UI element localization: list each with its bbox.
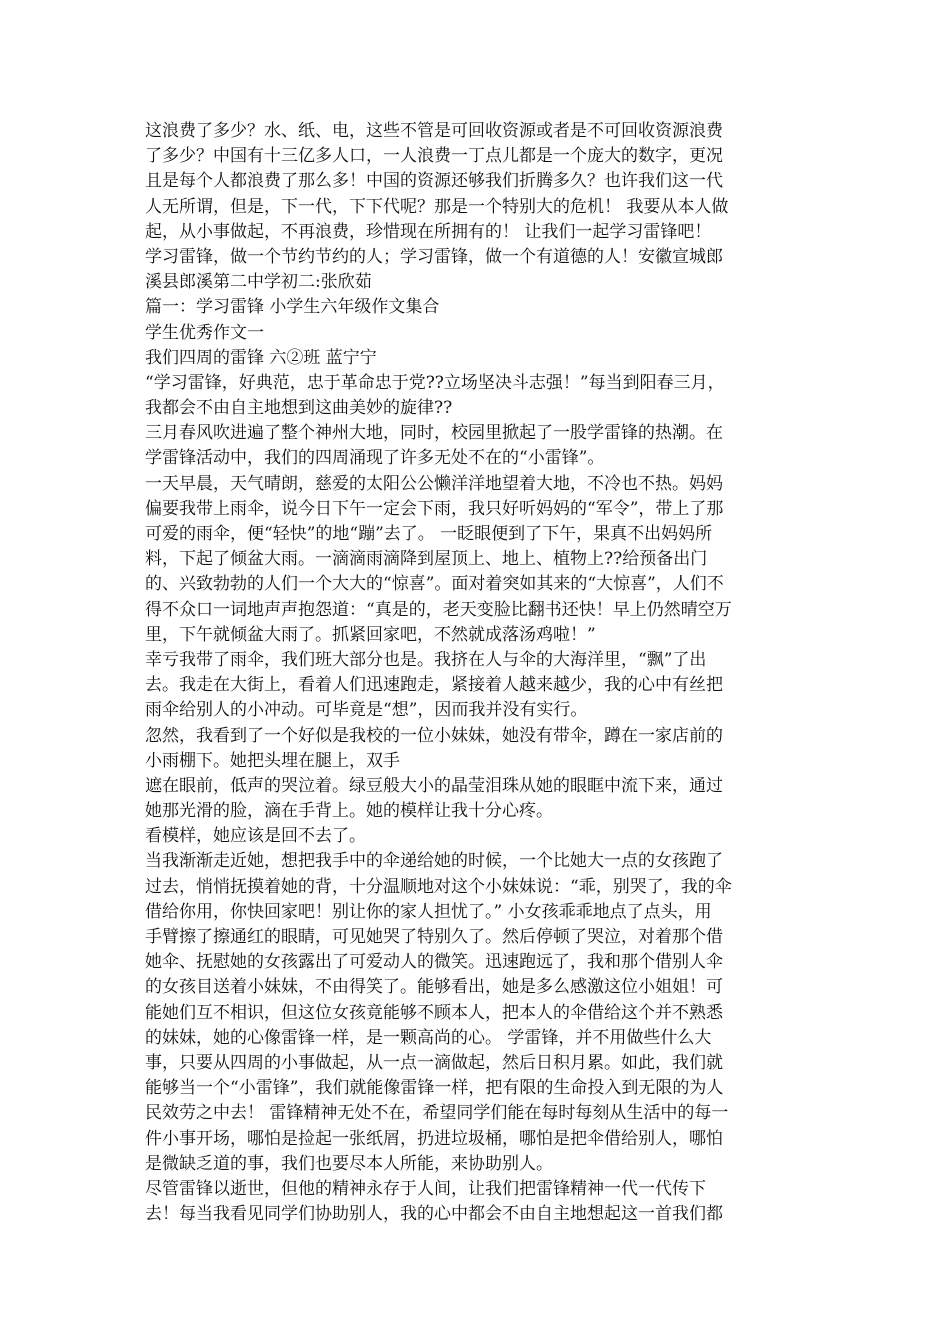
text-line: 一天早晨，天气晴朗，慈爱的太阳公公懒洋洋地望着大地，不冷也不热。妈妈 xyxy=(145,473,723,494)
text-line: 的妹妹，她的心像雷锋一样，是一颗高尚的心。 学雷锋，并不用做些什么大 xyxy=(145,1027,712,1048)
text-line: 雨伞给别人的小冲动。可毕竟是“想”，因而我并没有实行。 xyxy=(145,700,588,721)
text-line: 学雷锋活动中，我们的四周涌现了许多无处不在的“小雷锋”。 xyxy=(145,448,605,469)
text-line: 去。我走在大街上，看着人们迅速跑走，紧接着人越来越少，我的心中有丝把 xyxy=(145,675,723,696)
section-heading: 学生优秀作文一 xyxy=(145,322,264,343)
text-line: 去！每当我看见同学们协助别人，我的心中都会不由自主地想起这一首我们都 xyxy=(145,1204,723,1225)
text-line: 这浪费了多少？水、纸、电，这些不管是可回收资源或者是不可回收资源浪费 xyxy=(145,121,723,141)
text-line: 里，下午就倾盆大雨了。抓紧回家吧，不然就成落汤鸡啦！” xyxy=(145,624,596,645)
text-line: 人无所谓，但是，下一代，下下代呢？那是一个特别大的危机！ 我要从本人做 xyxy=(145,196,729,217)
text-line: 三月春风吹进遍了整个神州大地，同时，校园里掀起了一股学雷锋的热潮。在 xyxy=(145,423,723,444)
text-line: 尽管雷锋以逝世，但他的精神永存于人间，让我们把雷锋精神一代一代传下 xyxy=(145,1178,706,1199)
text-line: 的女孩目送着小妹妹，不由得笑了。能够看出，她是多么感激这位小姐姐！可 xyxy=(145,977,723,998)
text-line: 她那光滑的脸，滴在手背上。她的模样让我十分心疼。 xyxy=(145,801,553,822)
text-line: 能她们互不相识，但这位女孩竟能够不顾本人，把本人的伞借给这个并不熟悉 xyxy=(145,1002,723,1023)
text-line: 当我渐渐走近她，想把我手中的伞递给她的时候，一个比她大一点的女孩跑了 xyxy=(145,851,723,872)
text-line: 事，只要从四周的小事做起，从一点一滴做起，然后日积月累。如此，我们就 xyxy=(145,1052,723,1073)
text-line: 遮在眼前，低声的哭泣着。绿豆般大小的晶莹泪珠从她的眼眶中流下来，通过 xyxy=(145,775,723,796)
text-line: 料，下起了倾盆大雨。一滴滴雨滴降到屋顶上、地上、植物上??给预备出门 xyxy=(145,549,708,570)
text-line: 溪县郎溪第二中学初二:张欣茹 xyxy=(145,272,372,293)
text-line: 起，从小事做起，不再浪费，珍惜现在所拥有的！ 让我们一起学习雷锋吧！ xyxy=(145,221,712,242)
text-line: “学习雷锋，好典范，忠于革命忠于党??立场坚决斗志强！”每当到阳春三月， xyxy=(145,372,725,393)
text-line: 幸亏我带了雨伞，我们班大部分也是。我挤在人与伞的大海洋里，“飘”了出 xyxy=(145,649,707,670)
text-line: 学习雷锋，做一个节约节约的人；学习雷锋，做一个有道德的人！安徽宣城郎 xyxy=(145,246,723,267)
text-line: 手臂擦了擦通红的眼睛，可见她哭了特别久了。然后停顿了哭泣，对着那个借 xyxy=(145,927,723,947)
text-line: 小雨棚下。她把头埋在腿上，双手 xyxy=(145,750,400,771)
text-line: 是微缺乏道的事，我们也要尽本人所能，来协助别人。 xyxy=(145,1153,553,1174)
text-line: 件小事开场，哪怕是捡起一张纸屑，扔进垃圾桶，哪怕是把伞借给别人，哪怕 xyxy=(145,1128,723,1149)
text-line: 能够当一个“小雷锋”，我们就能像雷锋一样，把有限的生命投入到无限的为人 xyxy=(145,1078,724,1099)
text-line: 民效劳之中去！ 雷锋精神无处不在，希望同学们能在每时每刻从生活中的每一 xyxy=(145,1103,729,1124)
document-body xyxy=(145,119,805,1227)
text-line: 过去，悄悄抚摸着她的背，十分温顺地对这个小妹妹说：“乖，别哭了，我的伞 xyxy=(145,876,732,897)
essay-title: 我们四周的雷锋 六②班 蓝宁宁 xyxy=(145,347,377,368)
text-line: 了多少？中国有十三亿多人口，一人浪费一丁点儿都是一个庞大的数字，更况 xyxy=(145,146,723,167)
text-line: 看模样，她应该是回不去了。 xyxy=(145,826,366,847)
text-line: 可爱的雨伞，便“轻快”的地“蹦”去了。 一眨眼便到了下午，果真不出妈妈所 xyxy=(145,524,713,544)
text-line: 忽然，我看到了一个好似是我校的一位小妹妹，她没有带伞，蹲在一家店前的 xyxy=(145,725,723,746)
text-line: 且是每个人都浪费了那么多！中国的资源还够我们折腾多久？也许我们这一代 xyxy=(145,171,723,192)
text-line: 我都会不由自主地想到这曲美妙的旋律?? xyxy=(145,398,453,419)
text-line: 她伞、抚慰她的女孩露出了可爱动人的微笑。迅速跑远了，我和那个借别人伞 xyxy=(145,952,723,973)
text-line: 借给你用，你快回家吧！别让你的家人担忧了。” 小女孩乖乖地点了点头，用 xyxy=(145,901,712,922)
text-line: 的、兴致勃勃的人们一个大大的“惊喜”。面对着突如其来的“大惊喜”，人们不 xyxy=(145,574,724,595)
text-line: 偏要我带上雨伞，说今日下午一定会下雨，我只好听妈妈的“军令”，带上了那 xyxy=(145,498,724,519)
text-line: 得不众口一词地声声抱怨道：“真是的，老天变脸比翻书还快！早上仍然晴空万 xyxy=(145,599,732,620)
article-heading: 篇一：学习雷锋 小学生六年级作文集合 xyxy=(145,297,440,318)
